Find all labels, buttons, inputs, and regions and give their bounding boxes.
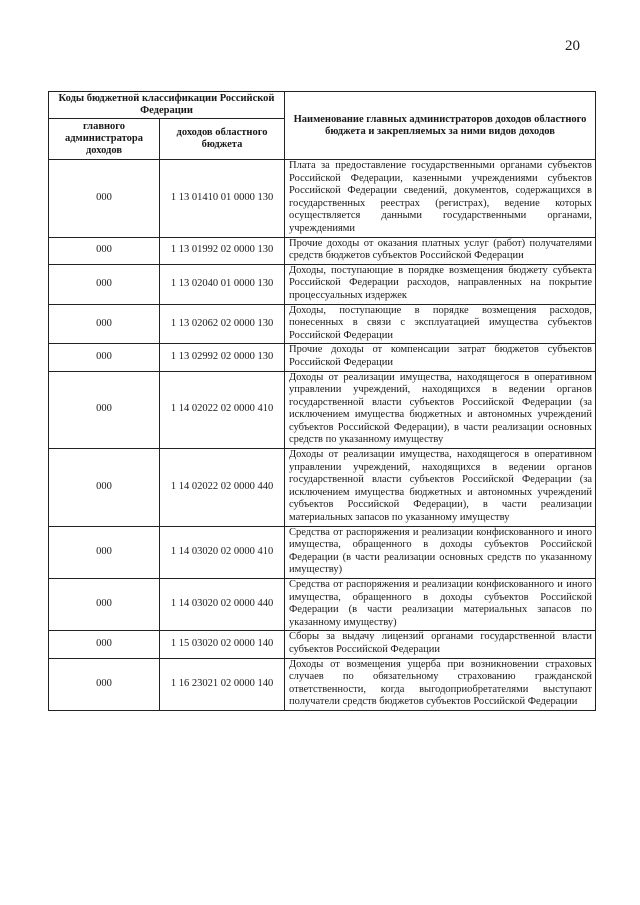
table-row (49, 371, 596, 449)
table-row (49, 237, 596, 264)
income-name-cell: Средства от распоряжения и реализации конфискованного и иного имущества, обращенного в доходы субъектов Российской Федерации (в части реализации материальных запасов по указанному имуществу) (285, 579, 596, 631)
table-row (49, 264, 596, 304)
header-main-administrator: главного администратора доходов (49, 119, 160, 160)
table-body (49, 160, 596, 711)
income-code-cell: 1 13 01992 02 0000 130 (160, 237, 285, 264)
admin-code-cell: 000 (49, 304, 160, 344)
table-row (49, 526, 596, 578)
admin-code-cell: 000 (49, 371, 160, 449)
income-code-cell: 1 13 02062 02 0000 130 (160, 304, 285, 344)
table-row (49, 304, 596, 344)
income-code-cell: 1 13 02040 01 0000 130 (160, 264, 285, 304)
page-number: 20 (565, 38, 580, 54)
income-code-cell: 1 14 02022 02 0000 410 (160, 371, 285, 449)
table-row (49, 449, 596, 527)
header-regional-income: доходов областного бюджета (160, 119, 285, 160)
income-name-cell: Средства от распоряжения и реализации конфискованного и иного имущества, обращенного в доходы субъектов Российской Федерации (в части реализации основных средств по указанному имуществу) (285, 526, 596, 578)
admin-code-cell: 000 (49, 526, 160, 578)
header-administrators-name: Наименование главных администраторов доходов областного бюджета и закрепляемых за ними видов доходов (285, 92, 596, 160)
table-row (49, 160, 596, 238)
income-name-cell: Доходы от реализации имущества, находящегося в оперативном управлении учреждений, находящихся в ведении органов государственной власти субъектов Российской Федерации (за исключением имущества бюджетных и автономных учреждений субъектов Российской Федерации), в части реализации основных средств по указанному имуществу (285, 371, 596, 449)
admin-code-cell: 000 (49, 344, 160, 371)
income-name-cell: Прочие доходы от оказания платных услуг (работ) получателями средств бюджетов субъектов Российской Федерации (285, 237, 596, 264)
income-name-cell: Доходы от возмещения ущерба при возникновении страховых случаев по обязательному страхованию гражданской ответственности, когда выгодоприобретателями выступают получатели средств бюджетов субъектов Российской Федерации (285, 658, 596, 710)
income-code-cell: 1 15 03020 02 0000 140 (160, 631, 285, 658)
table-header-row (49, 92, 596, 119)
header-budget-codes: Коды бюджетной классификации Российской Федерации (49, 92, 285, 119)
admin-code-cell: 000 (49, 631, 160, 658)
admin-code-cell: 000 (49, 237, 160, 264)
income-code-cell: 1 14 03020 02 0000 440 (160, 579, 285, 631)
income-name-cell: Доходы, поступающие в порядке возмещения бюджету субъекта Российской Федерации расходов, направленных на покрытие процессуальных издержек (285, 264, 596, 304)
admin-code-cell: 000 (49, 160, 160, 238)
income-name-cell: Плата за предоставление государственными органами субъектов Российской Федерации, казенными учреждениями субъектов Российской Федерации сведений, документов, содержащихся в государственных реестрах (регистрах), ведение которых осуществляется данными государственными органами, учреждениями (285, 160, 596, 238)
income-code-cell: 1 14 02022 02 0000 440 (160, 449, 285, 527)
table-row (49, 579, 596, 631)
admin-code-cell: 000 (49, 264, 160, 304)
income-name-cell: Сборы за выдачу лицензий органами государственной власти субъектов Российской Федерации (285, 631, 596, 658)
table-row (49, 631, 596, 658)
income-code-cell: 1 13 01410 01 0000 130 (160, 160, 285, 238)
budget-classification-table (48, 91, 596, 711)
table-row (49, 658, 596, 710)
income-name-cell: Доходы от реализации имущества, находящегося в оперативном управлении учреждений, находящихся в ведении органов государственной власти субъектов Российской Федерации (за исключением имущества бюджетных и автономных учреждений субъектов Российской Федерации), в части реализации материальных запасов по указанному имуществу (285, 449, 596, 527)
income-code-cell: 1 16 23021 02 0000 140 (160, 658, 285, 710)
income-name-cell: Прочие доходы от компенсации затрат бюджетов субъектов Российской Федерации (285, 344, 596, 371)
income-code-cell: 1 14 03020 02 0000 410 (160, 526, 285, 578)
admin-code-cell: 000 (49, 449, 160, 527)
income-name-cell: Доходы, поступающие в порядке возмещения расходов, понесенных в связи с эксплуатацией имущества субъектов Российской Федерации (285, 304, 596, 344)
income-code-cell: 1 13 02992 02 0000 130 (160, 344, 285, 371)
table-row (49, 344, 596, 371)
admin-code-cell: 000 (49, 579, 160, 631)
admin-code-cell: 000 (49, 658, 160, 710)
